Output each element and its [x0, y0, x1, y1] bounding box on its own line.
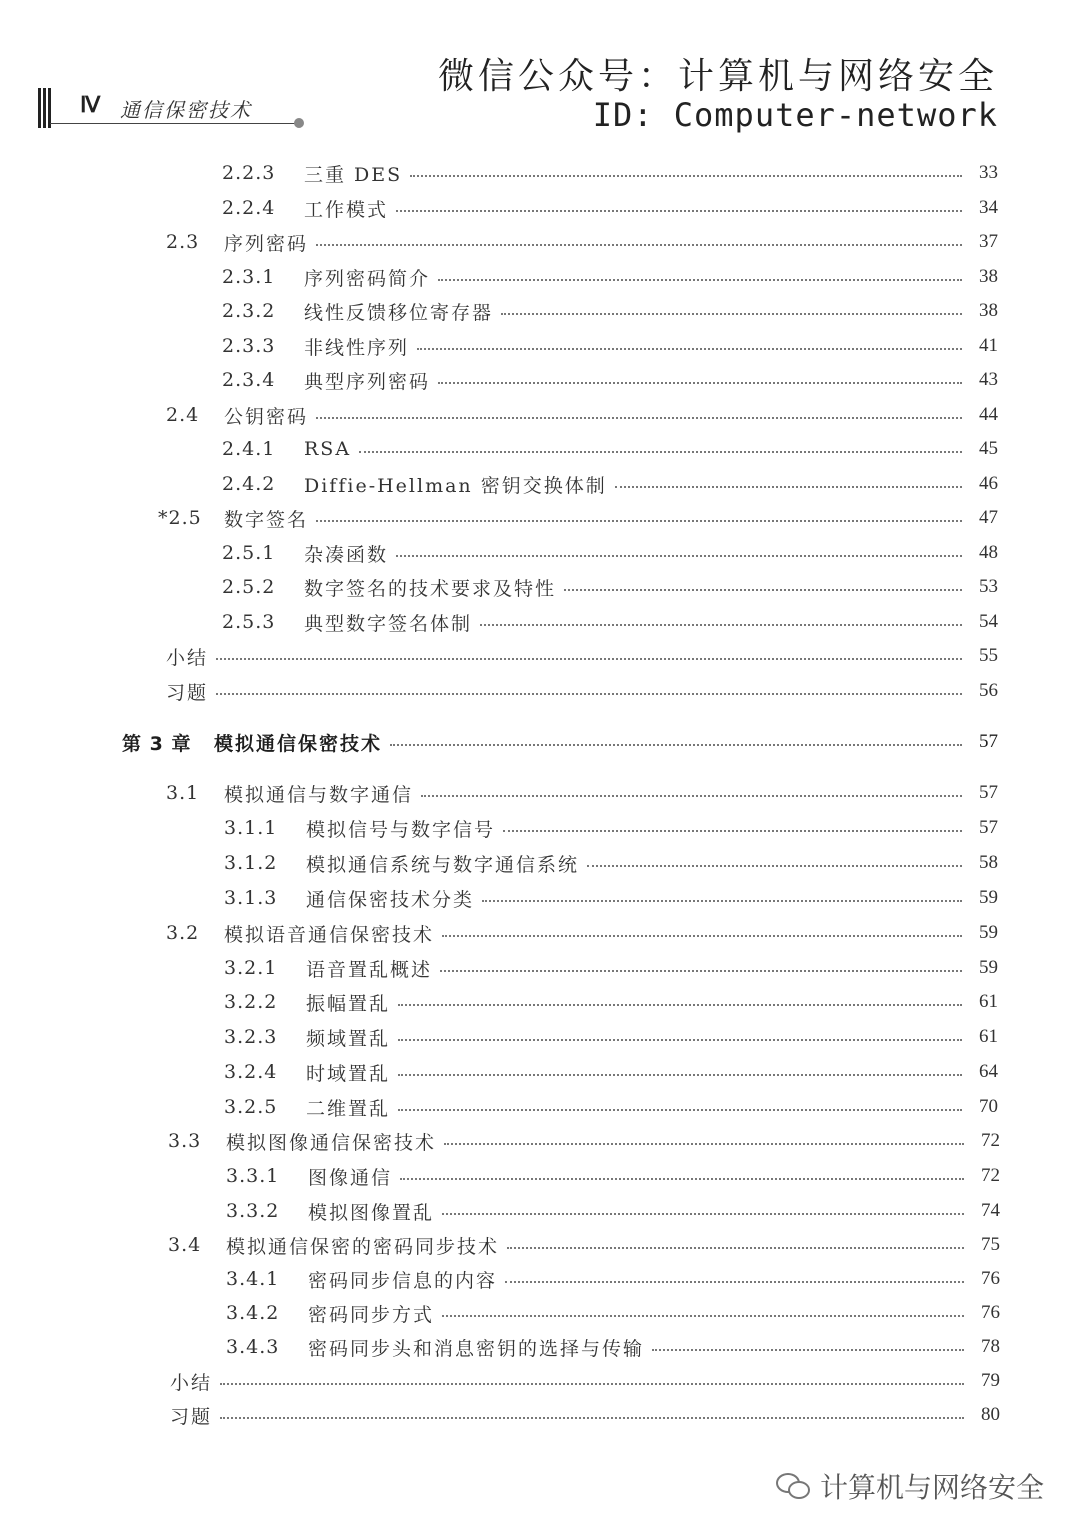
toc-entry-title: 二维置乱 [306, 1097, 391, 1120]
toc-entry-number: 2.5.1 [222, 542, 276, 564]
toc-entry-title: 频域置乱 [306, 1027, 391, 1050]
header-rule [50, 123, 298, 124]
toc-leader-dots [444, 1143, 964, 1145]
toc-entry-number: 3.4 [168, 1234, 202, 1256]
toc-entry-number: 3.3.2 [226, 1200, 280, 1222]
toc-entry-title: 模拟通信与数字通信 [224, 783, 414, 806]
toc-entry-number: 2.3.3 [222, 335, 276, 357]
toc-entry-page: 76 [981, 1302, 1000, 1323]
toc-entry-number: 3.2 [166, 922, 200, 944]
toc-entry [224, 1057, 998, 1087]
toc-entry [166, 400, 998, 430]
toc-entry [226, 1298, 1000, 1328]
toc-leader-dots [505, 1281, 964, 1283]
toc-entry-page: 43 [979, 369, 998, 390]
toc-leader-dots [216, 693, 962, 695]
toc-entry-page: 75 [981, 1234, 1000, 1255]
toc-entry-title: 模拟通信保密的密码同步技术 [226, 1235, 500, 1258]
toc-entry-number: 2.4 [166, 404, 200, 426]
toc-entry-number: 3.4.3 [226, 1336, 280, 1358]
toc-entry-page: 54 [979, 611, 998, 632]
toc-entry-title: 密码同步信息的内容 [308, 1269, 498, 1292]
toc-chapter-number: 第 3 章 [122, 732, 192, 755]
toc-entry-page: 80 [981, 1404, 1000, 1425]
toc-leader-dots [442, 1213, 964, 1215]
toc-entry [226, 1264, 1000, 1294]
header-rule-dot [294, 118, 304, 128]
toc-entry [222, 193, 998, 223]
toc-entry [222, 607, 998, 637]
toc-entry [166, 641, 998, 671]
toc-entry-title: RSA [304, 438, 352, 460]
toc-leader-dots [359, 451, 962, 453]
toc-entry-page: 45 [979, 438, 998, 459]
toc-entry-number: 3.2.4 [224, 1061, 278, 1083]
toc-leader-dots [482, 900, 962, 902]
toc-entry [224, 848, 998, 878]
toc-entry-title: 振幅置乱 [306, 992, 391, 1015]
toc-entry-number: 2.3.1 [222, 266, 276, 288]
footer-account-name: 计算机与网络安全 [819, 1471, 1044, 1504]
toc-leader-dots [615, 486, 962, 488]
toc-entry-title: 小结 [166, 646, 209, 669]
toc-entry [226, 1332, 1000, 1362]
toc-entry [166, 676, 998, 706]
toc-entry-page: 61 [979, 1026, 998, 1047]
toc-entry-title: 语音置乱概述 [306, 958, 433, 981]
toc-entry [222, 365, 998, 395]
toc-entry-number: 3.1.3 [224, 887, 278, 909]
toc-entry-number: 3.1.1 [224, 817, 278, 839]
toc-entry-page: 76 [981, 1268, 1000, 1289]
toc-entry [170, 1366, 1000, 1396]
toc-entry [222, 538, 998, 568]
toc-entry [226, 1161, 1000, 1191]
toc-entry-page: 47 [979, 507, 998, 528]
toc-entry-title: 典型数字签名体制 [304, 612, 473, 635]
toc-entry-title: 习题 [166, 681, 209, 704]
header-bars-ornament [38, 88, 52, 128]
toc-entry-number: 2.4.1 [222, 438, 276, 460]
toc-leader-dots [501, 313, 962, 315]
toc-entry-number: 2.4.2 [222, 473, 276, 495]
toc-leader-dots [220, 1383, 964, 1385]
toc-leader-dots [652, 1349, 964, 1351]
toc-entry [224, 1092, 998, 1122]
toc-entry-title: 模拟语音通信保密技术 [224, 923, 435, 946]
toc-entry-page: 74 [981, 1200, 1000, 1221]
toc-entry [222, 469, 998, 499]
toc-leader-dots [316, 520, 962, 522]
toc-entry-title: 数字签名 [224, 508, 309, 531]
toc-entry [226, 1196, 1000, 1226]
toc-entry-page: 53 [979, 576, 998, 597]
toc-leader-dots [390, 744, 962, 746]
toc-entry-title: 模拟图像置乱 [308, 1201, 435, 1224]
toc-entry [222, 296, 998, 326]
toc-entry-page: 72 [981, 1165, 1000, 1186]
toc-leader-dots [417, 348, 962, 350]
toc-leader-dots [396, 210, 962, 212]
toc-entry-page: 61 [979, 991, 998, 1012]
toc-entry-title: 模拟图像通信保密技术 [226, 1131, 437, 1154]
footer-watermark [776, 1466, 1044, 1506]
toc-leader-dots [442, 935, 962, 937]
toc-leader-dots [507, 1247, 964, 1249]
toc-entry-title: 序列密码 [224, 232, 309, 255]
toc-leader-dots [398, 1004, 962, 1006]
toc-entry-title: 模拟通信系统与数字通信系统 [306, 853, 580, 876]
toc-entry-title: 图像通信 [308, 1166, 393, 1189]
toc-leader-dots [410, 175, 962, 177]
toc-entry-title: Diffie-Hellman 密钥交换体制 [304, 474, 607, 497]
toc-entry-page: 57 [979, 782, 998, 803]
toc-entry-page: 70 [979, 1096, 998, 1117]
toc-entry [222, 434, 998, 464]
toc-leader-dots [438, 382, 962, 384]
toc-entry-page: 37 [979, 231, 998, 252]
toc-entry-number: 3.2.1 [224, 957, 278, 979]
toc-entry-title: 密码同步方式 [308, 1303, 435, 1326]
toc-entry-title: 小结 [170, 1371, 213, 1394]
toc-leader-dots [396, 555, 962, 557]
toc-leader-dots [442, 1315, 964, 1317]
toc-entry [168, 1230, 1000, 1260]
toc-entry-page: 59 [979, 957, 998, 978]
toc-entry-page: 72 [981, 1130, 1000, 1151]
toc-entry [224, 953, 998, 983]
running-title: 通信保密技术 [120, 98, 252, 122]
toc-entry-page: 48 [979, 542, 998, 563]
toc-leader-dots [480, 624, 962, 626]
toc-entry [222, 158, 998, 188]
toc-chapter-title: 模拟通信保密技术 [214, 732, 383, 755]
toc-leader-dots [398, 1109, 962, 1111]
toc-entry-page: 57 [979, 817, 998, 838]
toc-leader-dots [440, 970, 962, 972]
toc-entry-title: 时域置乱 [306, 1062, 391, 1085]
toc-leader-dots [564, 589, 962, 591]
toc-entry-number: 3.1.2 [224, 852, 278, 874]
toc-entry [168, 1126, 1000, 1156]
toc-entry-page: 38 [979, 266, 998, 287]
toc-entry-page: 56 [979, 680, 998, 701]
toc-entry-number: 3.2.2 [224, 991, 278, 1013]
toc-entry-page: 59 [979, 887, 998, 908]
toc-leader-dots [216, 658, 962, 660]
toc-entry-title: 模拟信号与数字信号 [306, 818, 496, 841]
toc-leader-dots [421, 795, 962, 797]
toc-leader-dots [503, 830, 962, 832]
toc-entry-title: 线性反馈移位寄存器 [304, 301, 494, 324]
toc-entry-number: 3.4.2 [226, 1302, 280, 1324]
toc-entry-page: 78 [981, 1336, 1000, 1357]
toc-entry-title: 通信保密技术分类 [306, 888, 475, 911]
toc-entry-number: 2.3.2 [222, 300, 276, 322]
toc-entry-page: 44 [979, 404, 998, 425]
toc-entry-title: 公钥密码 [224, 405, 309, 428]
toc-entry [224, 883, 998, 913]
toc-entry [158, 503, 998, 533]
toc-entry-title: 序列密码简介 [304, 267, 431, 290]
toc-entry-page: 33 [979, 162, 998, 183]
watermark-id: ID: Computer-network [592, 96, 998, 134]
toc-entry-number: 2.5.2 [222, 576, 276, 598]
toc-entry-number: 3.3 [168, 1130, 202, 1152]
toc-entry-title: 密码同步头和消息密钥的选择与传输 [308, 1337, 645, 1360]
toc-entry-title: 数字签名的技术要求及特性 [304, 577, 557, 600]
toc-entry [224, 813, 998, 843]
toc-entry [222, 572, 998, 602]
toc-leader-dots [220, 1417, 964, 1419]
toc-leader-dots [316, 244, 962, 246]
toc-entry-title: 工作模式 [304, 198, 389, 221]
toc-chapter-entry [122, 727, 998, 757]
toc-leader-dots [587, 865, 962, 867]
toc-entry [222, 331, 998, 361]
toc-entry-page: 46 [979, 473, 998, 494]
toc-entry [224, 1022, 998, 1052]
page-number: Ⅳ [80, 92, 101, 117]
toc-entry-number: 3.3.1 [226, 1165, 280, 1187]
toc-entry-number: 2.5.3 [222, 611, 276, 633]
toc-leader-dots [398, 1074, 962, 1076]
watermark-wechat-account: 微信公众号：计算机与网络安全 [437, 56, 998, 97]
toc-entry-title: 三重 DES [304, 163, 403, 186]
toc-entry-title: 非线性序列 [304, 336, 410, 359]
toc-leader-dots [316, 417, 962, 419]
toc-leader-dots [400, 1178, 964, 1180]
toc-entry-number: 3.2.5 [224, 1096, 278, 1118]
toc-entry-page: 58 [979, 852, 998, 873]
toc-entry-number: 2.3.4 [222, 369, 276, 391]
toc-entry-title: 典型序列密码 [304, 370, 431, 393]
toc-entry-page: 38 [979, 300, 998, 321]
toc-entry [224, 987, 998, 1017]
toc-entry [166, 778, 998, 808]
toc-entry-number: 2.2.4 [222, 197, 276, 219]
toc-entry [222, 262, 998, 292]
toc-entry-page: 79 [981, 1370, 1000, 1391]
wechat-icon [776, 1473, 810, 1499]
toc-entry-page: 64 [979, 1061, 998, 1082]
toc-entry-page: 34 [979, 197, 998, 218]
toc-entry-title: 习题 [170, 1405, 213, 1428]
toc-chapter-page: 57 [979, 731, 998, 752]
toc-entry-title: 杂凑函数 [304, 543, 389, 566]
toc-entry [170, 1400, 1000, 1430]
toc-entry-number: 3.1 [166, 782, 200, 804]
toc-entry-number: 3.4.1 [226, 1268, 280, 1290]
toc-leader-dots [398, 1039, 962, 1041]
toc-entry-page: 41 [979, 335, 998, 356]
toc-entry-number: 3.2.3 [224, 1026, 278, 1048]
toc-entry [166, 227, 998, 257]
toc-entry-number: *2.5 [158, 507, 202, 529]
toc-entry-number: 2.2.3 [222, 162, 276, 184]
toc-entry-page: 55 [979, 645, 998, 666]
toc-entry-number: 2.3 [166, 231, 200, 253]
toc-leader-dots [438, 279, 962, 281]
toc-entry-page: 59 [979, 922, 998, 943]
toc-entry [166, 918, 998, 948]
